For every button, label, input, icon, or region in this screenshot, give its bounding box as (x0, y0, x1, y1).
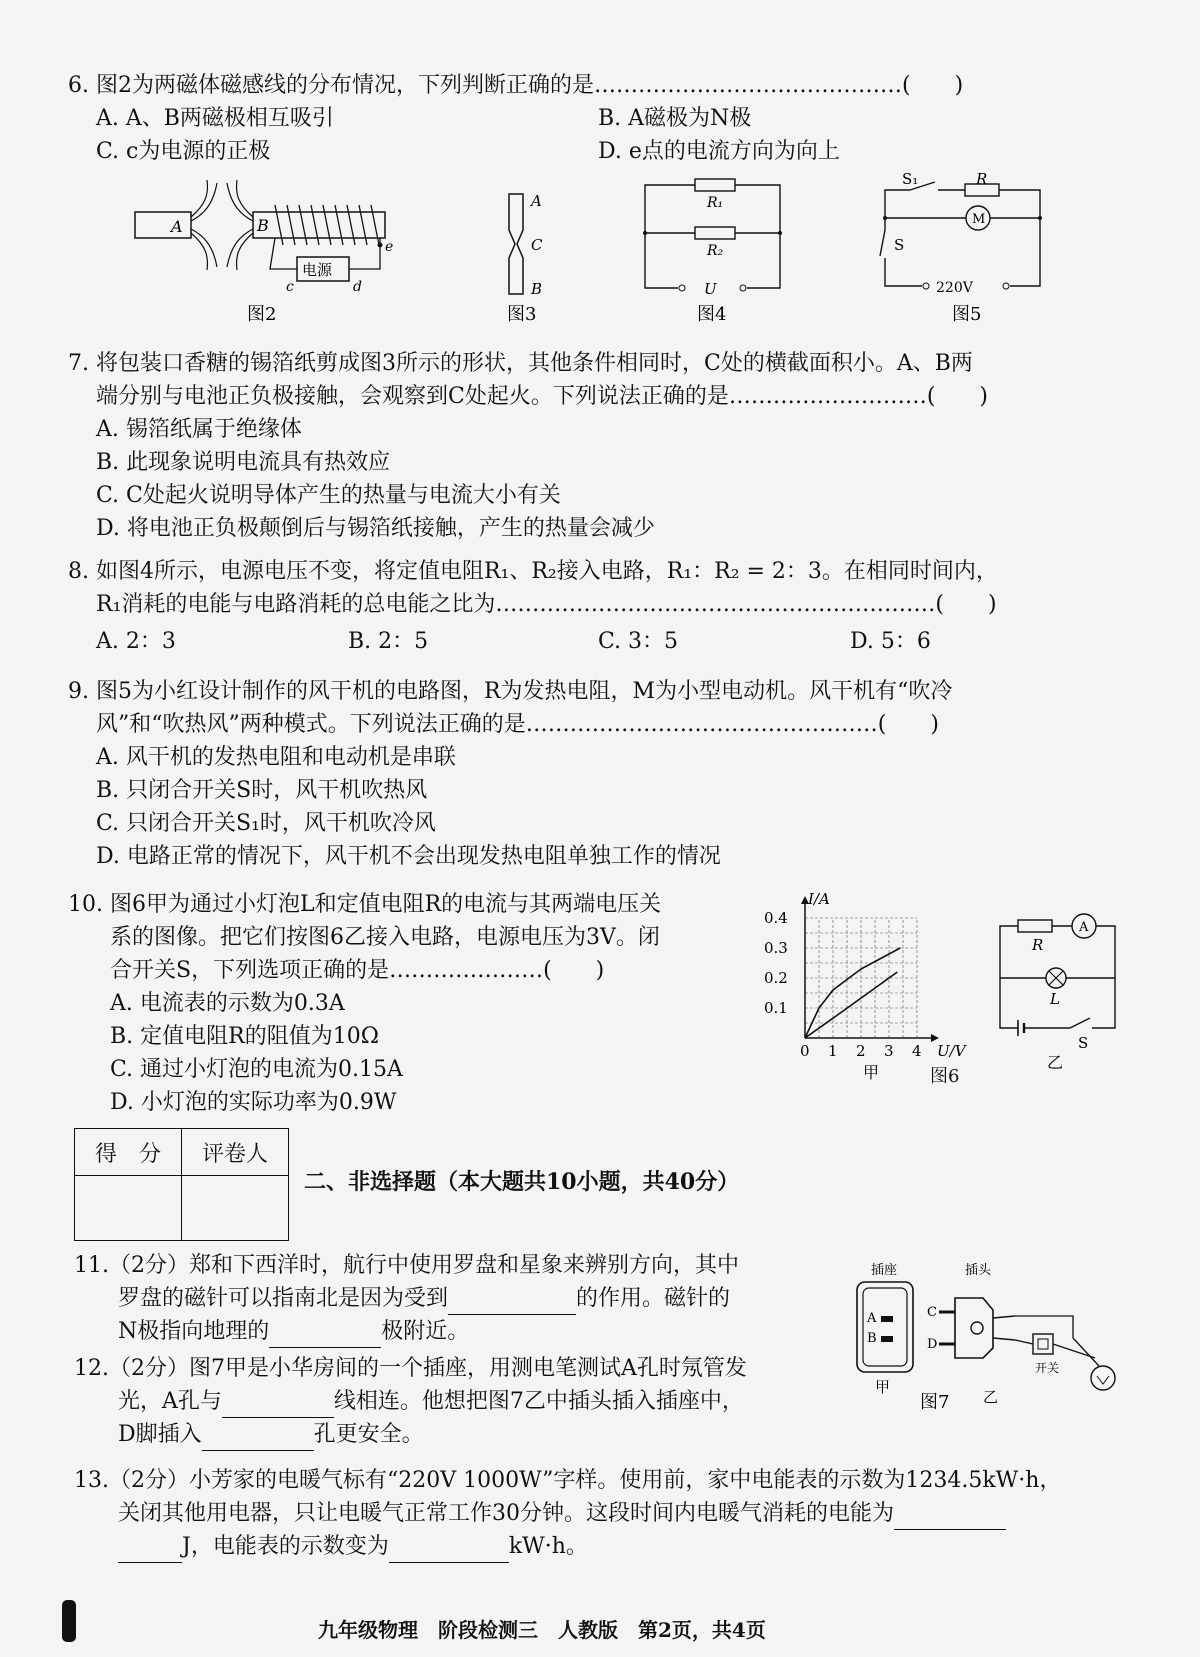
y-axis-label: I/A (808, 890, 830, 908)
score-header: 得 分 (75, 1129, 182, 1176)
binding-mark (62, 1600, 76, 1642)
q10-option-a: A. 电流表的示数为0.3A (110, 991, 345, 1016)
fig3-caption: 图3 (507, 304, 537, 325)
fig7-yi-label: 乙 (983, 1388, 999, 1406)
x-axis-label: U/V (937, 1042, 966, 1060)
figure-4 (640, 175, 790, 335)
fig4-r2-label: R₂ (707, 243, 724, 259)
fig7-socket-label: 插座 (871, 1263, 898, 1278)
fig4-u-label: U (704, 280, 717, 298)
fig5-s-label: S (894, 236, 905, 254)
q10-option-d: D. 小灯泡的实际功率为0.9W (110, 1090, 397, 1115)
fig6-l-label: L (1050, 990, 1060, 1008)
q6-stem: 6. 图2为两磁体磁感线的分布情况，下列判断正确的是……………………………………( ) (68, 73, 964, 98)
q12-line1: 12.（2分）图7甲是小华房间的一个插座，用测电笔测试A孔时氖管发 (74, 1356, 747, 1381)
fig4-r1-label: R₁ (707, 195, 724, 211)
fig6-s-label: S (1078, 1034, 1089, 1052)
fig5-caption: 图5 (952, 304, 982, 325)
fig2-label-c: c (286, 279, 294, 295)
figure-5 (880, 168, 1065, 335)
q7-option-a: A. 锡箔纸属于绝缘体 (96, 417, 302, 442)
fig7-plug-label: 插头 (965, 1263, 992, 1278)
fig5-r-label: R (976, 170, 988, 188)
fig6-jia-label: 甲 (863, 1063, 880, 1082)
q9-option-b: B. 只闭合开关S时，风干机吹热风 (96, 778, 428, 803)
fig4-caption: 图4 (697, 304, 727, 325)
grader-header: 评卷人 (182, 1129, 289, 1176)
q10-stem-line1: 10. 图6甲为通过小灯泡L和定值电阻R的电流与其两端电压关 (68, 892, 662, 917)
score-table (74, 1128, 289, 1241)
x-tick-label: 3 (884, 1042, 894, 1060)
fig2-label-b: B (257, 216, 269, 235)
q13-blank-1b[interactable] (118, 1538, 182, 1563)
fig6-caption: 图6 (930, 1066, 960, 1087)
x-tick-label: 4 (912, 1042, 922, 1060)
page-footer: 九年级物理 阶段检测三 人教版 第2页，共4页 (318, 1618, 766, 1642)
fig2-label-e: e (385, 239, 394, 255)
fig7-hole-a: A (867, 1311, 877, 1326)
fig5-voltage-label: 220V (936, 280, 973, 296)
x-tick-label: 2 (856, 1042, 866, 1060)
q8-option-b: B. 2：5 (348, 629, 429, 654)
figure-2 (125, 175, 425, 335)
q11-line2: 罗盘的磁针可以指南北是因为受到 的作用。磁针的 (118, 1283, 730, 1315)
fig3-label-b: B (531, 280, 543, 298)
q10-option-c: C. 通过小灯泡的电流为0.15A (110, 1057, 403, 1082)
q13-line1: 13.（2分）小芳家的电暖气标有“220V 1000W”字样。使用前，家中电能表的示数为1234.5kW·h， (74, 1468, 1062, 1493)
section-2-title: 二、非选择题（本大题共10小题，共40分） (304, 1169, 740, 1195)
fig3-label-a: A (531, 192, 542, 210)
q6-option-d: D. e点的电流方向为向上 (598, 139, 840, 164)
fig7-hole-b: B (867, 1331, 877, 1346)
fig7-jia-label: 甲 (875, 1378, 891, 1396)
x-tick-label: 1 (828, 1042, 838, 1060)
q9-option-c: C. 只闭合开关S₁时，风干机吹冷风 (96, 811, 436, 836)
fig7-caption: 图7 (920, 1392, 950, 1413)
q9-option-d: D. 电路正常的情况下，风干机不会出现发热电阻单独工作的情况 (96, 844, 721, 869)
figure-6-circuit (990, 910, 1125, 1070)
fig5-motor-label: M (972, 212, 986, 227)
score-cell[interactable] (75, 1176, 182, 1241)
q12-line2: 光，A孔与 线相连。他想把图7乙中插头插入插座中， (118, 1386, 744, 1418)
q8-option-a: A. 2：3 (96, 629, 176, 654)
q7-option-c: C. C处起火说明导体产生的热量与电流大小有关 (96, 483, 561, 508)
fig3-label-c: C (531, 236, 543, 254)
q6-option-c: C. c为电源的正极 (96, 139, 271, 164)
q7-stem-line1: 7. 将包装口香糖的锡箔纸剪成图3所示的形状，其他条件相同时，C处的横截面积小。A、B两 (68, 351, 973, 376)
q9-option-a: A. 风干机的发热电阻和电动机是串联 (96, 745, 456, 770)
q13-line3: J，电能表的示数变为 kW·h。 (118, 1531, 588, 1563)
y-tick-label: 0.4 (764, 909, 788, 927)
fig7-switch-label: 开关 (1035, 1361, 1060, 1375)
q8-option-d: D. 5：6 (850, 629, 931, 654)
q7-option-d: D. 将电池正负极颠倒后与锡箔纸接触，产生的热量会减少 (96, 516, 655, 541)
q7-stem-line2: 端分别与电池正负极接触，会观察到C处起火。下列说法正确的是………………………( ) (96, 384, 989, 409)
q6-option-b: B. A磁极为N极 (598, 106, 752, 131)
fig6-ammeter-label: A (1079, 920, 1089, 935)
q10-stem-line2: 系的图像。把它们按图6乙接入电路，电源电压为3V。闭 (110, 925, 660, 950)
q11-line3: N极指向地理的 极附近。 (118, 1316, 469, 1348)
fig2-label-a: A (171, 217, 183, 236)
q13-blank-2[interactable] (389, 1538, 509, 1563)
x-tick-label: 0 (800, 1042, 810, 1060)
q11-blank-2[interactable] (269, 1323, 381, 1348)
q12-blank-1[interactable] (222, 1393, 334, 1418)
figure-7 (855, 1258, 1145, 1420)
q7-option-b: B. 此现象说明电流具有热效应 (96, 450, 391, 475)
fig6-yi-label: 乙 (1047, 1053, 1064, 1072)
q12-line3: D脚插入 孔更安全。 (118, 1419, 424, 1451)
grader-cell[interactable] (182, 1176, 289, 1241)
fig6-r-label: R (1032, 936, 1044, 954)
fig7-pin-c: C (927, 1305, 937, 1320)
y-tick-label: 0.3 (764, 939, 788, 957)
q12-blank-2[interactable] (202, 1426, 314, 1451)
figure-6-graph (760, 890, 966, 1082)
y-tick-label: 0.1 (764, 999, 788, 1017)
q8-stem-line1: 8. 如图4所示，电源电压不变，将定值电阻R₁、R₂接入电路，R₁：R₂ = 2：3。在相同时间内， (68, 559, 998, 584)
q8-stem-line2: R₁消耗的电能与电路消耗的总电能之比为……………………………………………………( ) (96, 592, 997, 617)
q13-line2: 关闭其他用电器，只让电暖气正常工作30分钟。这段时间内电暖气消耗的电能为 (118, 1498, 1006, 1530)
fig2-caption: 图2 (247, 304, 277, 325)
y-tick-label: 0.2 (764, 969, 788, 987)
figure-3 (505, 190, 565, 335)
q10-option-b: B. 定值电阻R的阻值为10Ω (110, 1024, 379, 1049)
q9-stem-line2: 风”和“吹热风”两种模式。下列说法正确的是…………………………………………( ) (96, 712, 939, 737)
chart-grid (805, 918, 917, 1038)
fig2-label-d: d (353, 279, 362, 295)
q10-stem-line3: 合开关S，下列选项正确的是…………………( ) (110, 958, 605, 983)
fig7-pin-d: D (927, 1337, 938, 1352)
q11-line1: 11.（2分）郑和下西洋时，航行中使用罗盘和星象来辨别方向，其中 (74, 1253, 739, 1278)
q6-option-a: A. A、B两磁极相互吸引 (96, 106, 334, 131)
q8-option-c: C. 3：5 (598, 629, 679, 654)
q13-blank-1a[interactable] (894, 1505, 1006, 1530)
q11-blank-1[interactable] (448, 1290, 576, 1315)
fig2-power-label: 电源 (302, 261, 333, 279)
fig5-s1-label: S₁ (902, 170, 919, 188)
q9-stem-line1: 9. 图5为小红设计制作的风干机的电路图，R为发热电阻，M为小型电动机。风干机有“吹冷 (68, 679, 953, 704)
